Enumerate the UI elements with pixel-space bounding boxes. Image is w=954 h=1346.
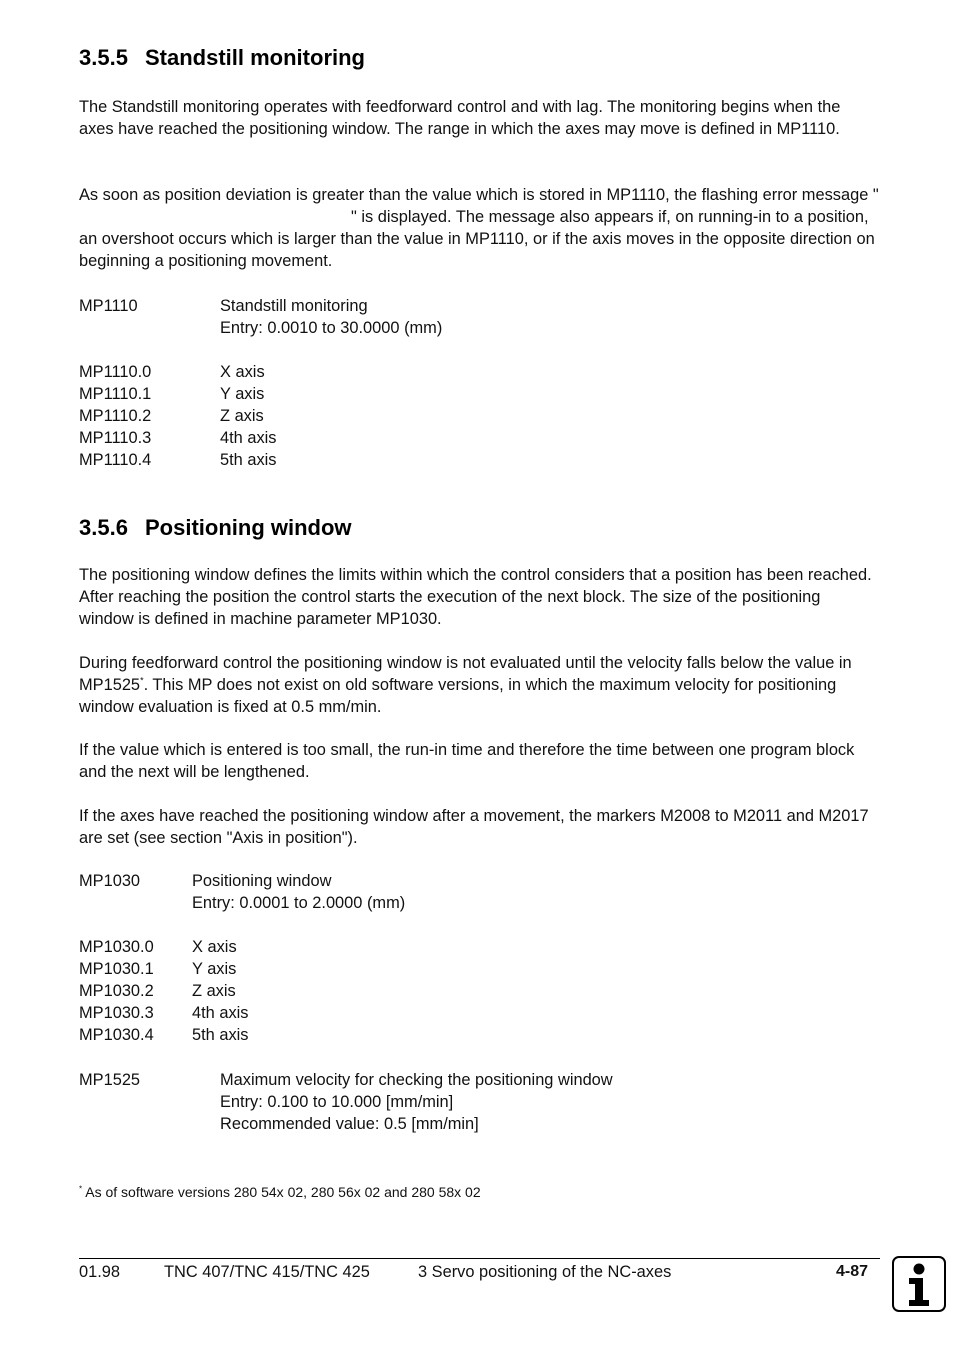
section-heading-355 (79, 44, 365, 72)
axis-name: 4th axis (192, 1004, 249, 1022)
footer-date: 01.98 (79, 1263, 121, 1281)
section-title: Standstill monitoring (145, 45, 365, 70)
footer-models: TNC 407/TNC 415/TNC 425 (164, 1263, 370, 1281)
mp-entry-range: Entry: 0.100 to 10.000 [mm/min] (220, 1093, 454, 1111)
mp-recommended-value: Recommended value: 0.5 [mm/min] (220, 1115, 479, 1133)
info-icon (892, 1256, 946, 1312)
axis-param-code: MP1110.4 (79, 451, 152, 469)
footer-chapter: 3 Servo positioning of the NC-axes (418, 1263, 672, 1281)
axis-param-code: MP1110.3 (79, 429, 152, 447)
axis-param-code: MP1030.2 (79, 982, 154, 1000)
mp-entry-range: Entry: 0.0010 to 30.0000 (mm) (220, 319, 443, 337)
axis-name: 5th axis (192, 1026, 249, 1044)
feedforward-paragraph-start: During feedforward control the positioning window is not evaluated until the velocity falls below the value in MP1525 (79, 654, 852, 694)
error-paragraph-start: As soon as position deviation is greater than the value which is stored in MP1110, the flashing error message " (79, 186, 879, 204)
axis-param-code: MP1110.2 (79, 407, 152, 425)
feedforward-paragraph (79, 652, 879, 718)
axis-param-code: MP1110.0 (79, 363, 152, 381)
axis-name: 5th axis (220, 451, 277, 469)
axis-name: Z axis (220, 407, 264, 425)
mp-code: MP1525 (79, 1071, 141, 1089)
axis-name: Y axis (220, 385, 265, 403)
too-small-paragraph: If the value which is entered is too small, the run-in time and therefore the time between one program block and the next will be lengthened. (79, 741, 855, 781)
mp-entry-range: Entry: 0.0001 to 2.0000 (mm) (192, 894, 406, 912)
mp-description: Standstill monitoring (220, 297, 368, 315)
feedforward-paragraph-end: . This MP does not exist on old software versions, in which the maximum velocity for positioning window evaluation is fixed at 0.5 mm/min. (79, 676, 837, 716)
axis-param-code: MP1030.3 (79, 1004, 154, 1022)
axis-param-code: MP1030.1 (79, 960, 154, 978)
standstill-intro-paragraph: The Standstill monitoring operates with feedforward control and with lag. The monitoring begins when the axes have reached the positioning window. The range in which the axes may move is defined in MP1110. (79, 98, 841, 138)
axis-name: X axis (220, 363, 265, 381)
axis-name: Y axis (192, 960, 237, 978)
axis-param-code: MP1110.1 (79, 385, 152, 403)
axis-param-code: MP1030.4 (79, 1026, 154, 1044)
axis-name: X axis (192, 938, 237, 956)
footer-rule (79, 1258, 880, 1259)
section-title: Positioning window (145, 515, 352, 540)
positioning-intro-paragraph: The positioning window defines the limits within which the control considers that a position has been reached. After reaching the position the control starts the execution of the next block. The size of the positioning window is defined in machine parameter MP1030. (79, 566, 872, 628)
mp-code: MP1110 (79, 297, 138, 315)
footnote-marker: * (79, 1184, 83, 1194)
mp-description: Maximum velocity for checking the positioning window (220, 1071, 613, 1089)
axis-param-code: MP1030.0 (79, 938, 154, 956)
markers-paragraph: If the axes have reached the positioning window after a movement, the markers M2008 to M2011 and M2017 are set (see section "Axis in position"). (79, 807, 869, 847)
footnote-text: As of software versions 280 54x 02, 280 56x 02 and 280 58x 02 (82, 1184, 481, 1200)
axis-name: Z axis (192, 982, 236, 1000)
mp-description: Positioning window (192, 872, 332, 890)
standstill-error-paragraph (79, 184, 879, 272)
mp-code: MP1030 (79, 872, 141, 890)
section-heading-356 (79, 514, 352, 542)
section-number: 3.5.5 (79, 45, 128, 70)
page-number: 4-87 (836, 1263, 869, 1280)
info-icon-graphic (892, 1256, 946, 1312)
section-number: 3.5.6 (79, 515, 128, 540)
axis-name: 4th axis (220, 429, 277, 447)
footnote-marker: * (140, 675, 144, 686)
error-paragraph-end: " is displayed. The message also appears if, on running-in to a position, an overshoot occurs which is larger than the value in MP1110, or if the axis moves in the opposite direction on beginning a positioning movement. (79, 208, 875, 270)
footnote (79, 1181, 481, 1203)
